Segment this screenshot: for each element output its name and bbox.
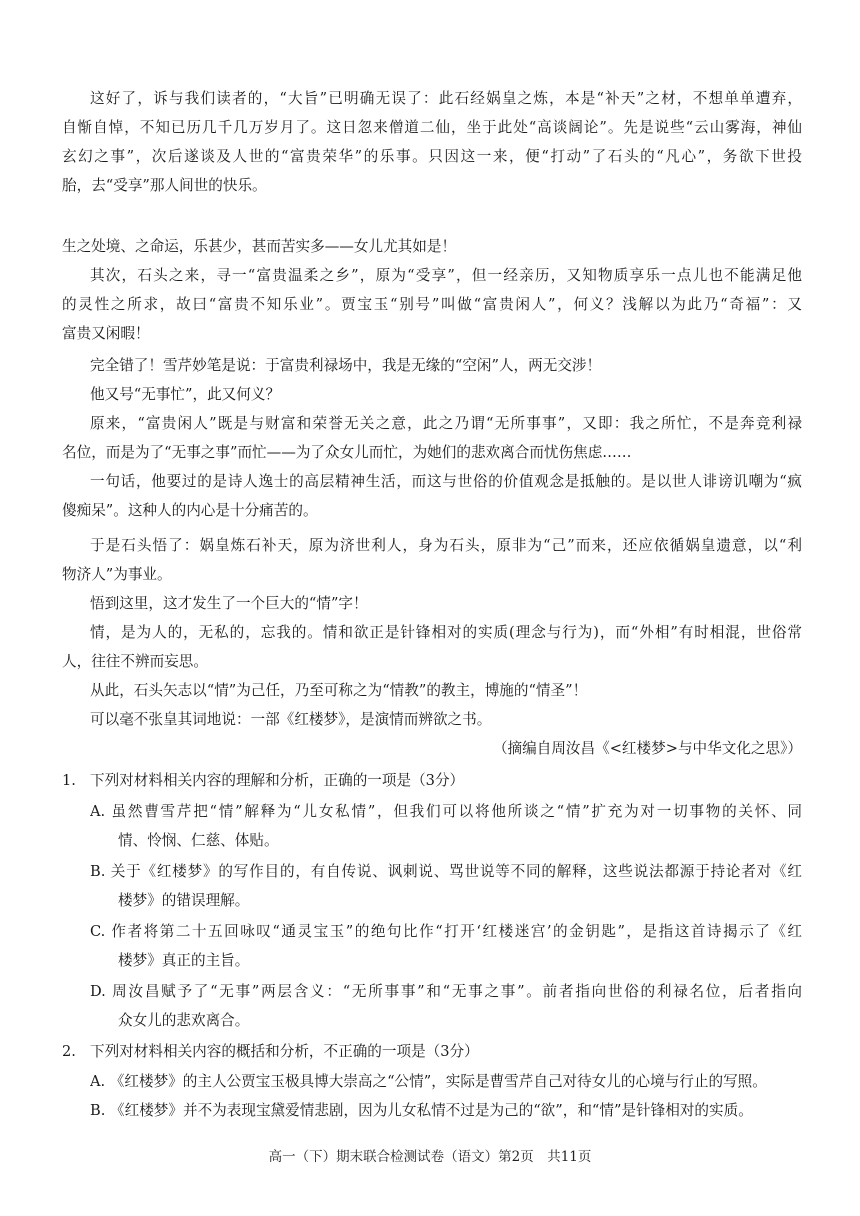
passage-line: 这好了，诉与我们读者的，“大旨”已明确无误了：此石经娲皇之炼，本是“补天”之材，不想单单遭弃， [90, 90, 802, 107]
passage-line: 其次，石头之来，寻一“富贵温柔之乡”，原为“受享”，但一经亲历，又知物质享乐一点儿也不能满足他 [90, 267, 802, 284]
question-number: 1. [62, 772, 76, 789]
passage-line: 富贵又闲暇！ [62, 325, 150, 342]
passage-line: 人，往往不辨而妄思。 [62, 653, 208, 670]
passage-line: 可以毫不张皇其词地说：一部《红楼梦》，是演情而辨欲之书。 [90, 711, 492, 728]
option-a: A. 虽然曹雪芹把“情”解释为“儿女私情”，但我们可以将他所谈之“情”扩充为对一切事物的关怀、同 [90, 803, 802, 820]
passage-line: 生之处境、之命运，乐甚少，甚而苦实多——女儿尤其如是！ [62, 238, 457, 255]
question-stem: 下列对材料相关内容的理解和分析，正确的一项是（3分） [90, 772, 465, 789]
passage-line: 从此，石头矢志以“情”为己任，乃至可称之为“情教”的教主，博施的“情圣”！ [90, 682, 588, 699]
option-b: B. 《红楼梦》并不为表现宝黛爱情悲剧，因为儿女私情不过是为己的“欲”，和“情”是针锋相对的实质。 [90, 1102, 753, 1119]
passage-line: 的灵性之所求，故曰“富贵不知乐业”。贾宝玉“别号”叫做“富贵闲人”，何义？浅解以为此乃“奇福”：又 [62, 296, 802, 313]
option-b-continued: 楼梦》的错误理解。 [118, 892, 250, 909]
option-c: C. 作者将第二十五回咏叹“通灵宝玉”的绝句比作“打开‘红楼迷宫’的金钥匙”，是指这首诗揭示了《红 [90, 923, 802, 940]
passage-source: （摘编自周汝昌《<红楼梦>与中华文化之思》） [492, 740, 802, 757]
passage-line: 一句话，他要过的是诗人逸士的高层精神生活，而这与世俗的价值观念是抵触的。是以世人诽谤讥嘲为“疯 [90, 473, 802, 490]
option-a-continued: 情、怜悯、仁慈、体贴。 [118, 832, 279, 849]
passage-line: 自惭自悼，不知已历几千几万岁月了。这日忽来僧道二仙，坐于此处“高谈阔论”。先是说些“云山雾海，神仙 [62, 119, 802, 136]
option-d-continued: 众女儿的悲欢离合。 [118, 1012, 250, 1029]
passage-line: 玄幻之事”，次后遂谈及人世的“富贵荣华”的乐事。只因这一来，便“打动”了石头的“凡心”，务欲下世投 [62, 148, 802, 165]
passage-line: 物济人”为事业。 [62, 566, 172, 583]
option-b: B. 关于《红楼梦》的写作目的，有自传说、讽刺说、骂世说等不同的解释，这些说法都源于持论者对《红 [90, 863, 802, 880]
passage-line: 完全错了！雪芹妙笔是说：于富贵利禄场中，我是无缘的“空闲”人，两无交涉！ [90, 357, 602, 374]
passage-line: 傻痴呆”。这种人的内心是十分痛苦的。 [62, 502, 318, 519]
passage-line: 原来，“富贵闲人”既是与财富和荣誉无关之意，此之乃谓“无所事事”，又即：我之所忙，不是奔竞利禄 [90, 415, 802, 432]
option-d: D. 周汝昌赋予了“无事”两层含义：“无所事事”和“无事之事”。前者指向世俗的利禄名位，后者指向 [90, 983, 802, 1000]
passage-line: 悟到这里，这才发生了一个巨大的“情”字！ [90, 595, 368, 612]
passage-line: 他又号“无事忙”，此又何义？ [90, 386, 281, 403]
passage-line: 情，是为人的，无私的，忘我的。情和欲正是针锋相对的实质(理念与行为)，而“外相”有时相混，世俗常 [90, 624, 802, 641]
option-a: A. 《红楼梦》的主人公贾宝玉极具博大崇高之“公情”，实际是曹雪芹自己对待女儿的心境与行止的写照。 [90, 1073, 767, 1090]
passage-line: 胎，去“受享”那人间世的快乐。 [62, 177, 267, 194]
option-c-continued: 楼梦》真正的主旨。 [118, 952, 250, 969]
page-footer: 高一（下）期末联合检测试卷（语文）第2页 共11页 [268, 1149, 592, 1165]
passage-line: 于是石头悟了：娲皇炼石补天，原为济世利人，身为石头，原非为“己”而来，还应依循娲皇遗意，以“利 [90, 537, 802, 554]
question-number: 2. [62, 1043, 76, 1060]
passage-line: 名位，而是为了“无事之事”而忙——为了众女儿而忙，为她们的悲欢离合而忧伤焦虑…… [62, 444, 632, 461]
question-stem: 下列对材料相关内容的概括和分析，不正确的一项是（3分） [90, 1043, 479, 1060]
